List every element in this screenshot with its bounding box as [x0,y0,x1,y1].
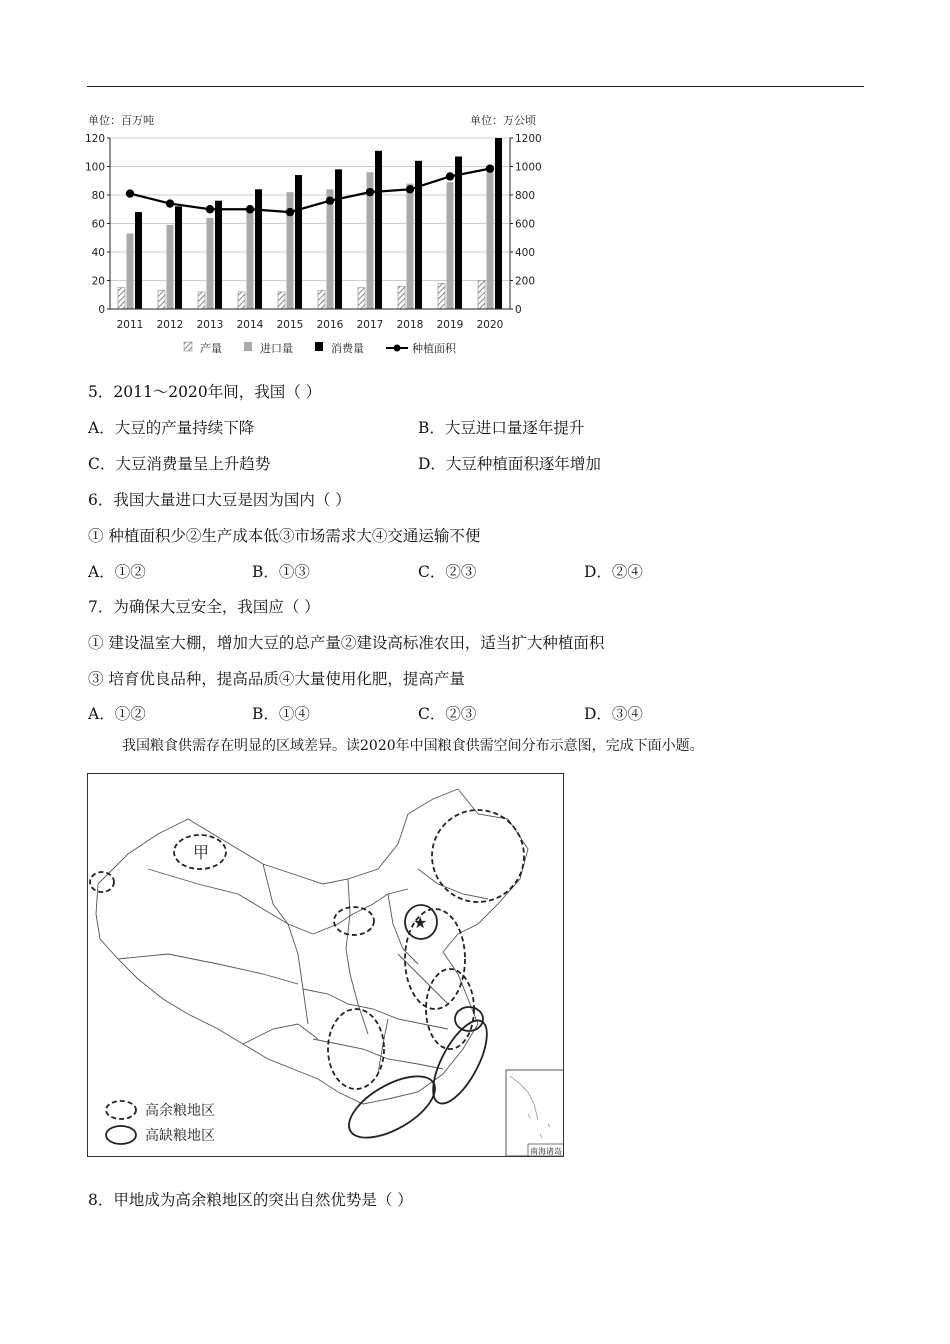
area-point [326,197,334,205]
bar-gray [207,218,214,309]
bar-gray [127,233,134,309]
surplus-zone-southwest [328,1009,384,1089]
bar-hatched [358,288,365,309]
bar-hatched [198,292,205,309]
left-tick-label: 20 [91,275,105,288]
shortage-zone-shanghai [455,1007,483,1031]
surplus-zone-west [90,872,114,892]
axis-labels [85,133,542,331]
area-point [246,205,254,213]
bar-hatched [158,290,165,309]
surplus-zone-northeast [432,810,524,902]
x-tick-label: 2018 [396,319,424,331]
right-tick-label: 1000 [515,161,542,174]
map-intro-text: 我国粮食供需存在明显的区域差异。读2020年中国粮食供需空间分布示意图，完成下面小题。 [122,738,704,754]
bar-hatched [278,292,285,309]
right-tick-label: 0 [515,304,522,316]
chart-svg [80,108,560,368]
bar-black [335,169,342,309]
shortage-zone-guangdong [339,1064,444,1150]
q5-stem: 5．2011～2020年间，我国（ ） [88,383,322,401]
q5-option-c: C．大豆消费量呈上升趋势 [88,455,271,473]
q6-option-a: A．①② [88,563,146,581]
q6-items: ① 种植面积少②生产成本低③市场需求大④交通运输不便 [88,527,481,545]
province-line [313,889,408,934]
left-tick-label: 100 [84,161,105,174]
region-label-jia: 甲 [193,843,210,862]
area-point [206,205,214,213]
q7-stem: 7．为确保大豆安全，我国应（ ） [88,598,320,616]
province-line [243,1024,318,1044]
x-tick-label: 2012 [156,319,184,331]
bar-black [215,201,222,309]
bar-black [455,157,462,309]
legend-swatch-gray [244,342,252,351]
q7-option-a: A．①② [88,705,146,723]
area-point [166,199,174,207]
right-tick-label: 600 [515,218,536,231]
province-line [303,989,448,1029]
q6-stem: 6．我国大量进口大豆是因为国内（ ） [88,491,351,509]
q8-stem: 8．甲地成为高余粮地区的突出自然优势是（ ） [88,1191,413,1209]
bar-hatched [478,281,485,310]
q6-option-b: B．①③ [252,563,310,581]
right-tick-label: 400 [515,247,536,259]
surplus-zone-inner-mongolia [334,907,374,935]
x-tick-label: 2013 [196,319,224,331]
area-point [406,185,414,193]
legend-label: 进口量 [260,342,293,355]
bar-hatched [118,288,125,309]
left-tick-label: 60 [91,218,105,231]
q7-items-line1: ① 建设温室大棚，增加大豆的总产量②建设高标准农田，适当扩大种植面积 [88,634,605,652]
province-line [118,954,298,984]
q7-option-c: C．②③ [418,705,477,723]
x-tick-label: 2019 [436,319,464,331]
q5-option-a: A．大豆的产量持续下降 [88,419,255,437]
area-line [130,169,490,212]
bar-black [175,206,182,309]
inset-label: 南海诸岛 [530,1147,562,1156]
legend-surplus-icon [106,1101,136,1119]
china-grain-map [87,773,564,1157]
bar-black [295,175,302,309]
bar-black [255,189,262,309]
legend-shortage-icon [106,1126,136,1144]
bar-hatched [438,283,445,309]
bar-black [495,138,502,309]
nanhai-inset-frame [506,1070,564,1156]
x-tick-label: 2017 [356,319,384,331]
bar-hatched [238,292,245,309]
area-point [366,188,374,196]
bar-black [415,161,422,309]
legend-line-marker [394,345,401,352]
bar-hatched [318,290,325,309]
legend-label: 种植面积 [412,342,456,355]
right-unit-label: 单位：万公顷 [470,114,536,127]
x-tick-label: 2011 [116,319,144,331]
q6-option-d: D．②④ [584,563,643,581]
legend-swatch-hatched [184,342,192,351]
x-tick-label: 2014 [236,319,264,331]
right-tick-label: 1200 [515,133,542,145]
area-point [126,189,134,197]
bar-black [135,212,142,309]
bar-gray [167,225,174,309]
x-tick-label: 2016 [316,319,344,331]
q5-option-d: D．大豆种植面积逐年增加 [418,455,601,473]
legend-label: 产量 [200,342,222,355]
left-unit-label: 单位：百万吨 [88,114,154,127]
province-line [313,1039,443,1069]
q7-option-d: D．③④ [584,705,643,723]
legend-swatch-black [315,342,323,351]
area-point [286,208,294,216]
x-tick-label: 2020 [476,319,504,331]
province-line [263,864,308,1024]
bar-gray [487,167,494,310]
left-tick-label: 40 [91,247,105,259]
bar-gray [407,184,414,309]
area-point [446,172,454,180]
left-tick-label: 80 [91,190,105,202]
q6-option-c: C．②③ [418,563,477,581]
header-rule [87,86,864,87]
soybean-chart [80,108,560,372]
bar-black [375,151,382,309]
q5-option-b: B．大豆进口量逐年提升 [418,419,585,437]
map-svg [88,774,564,1157]
right-tick-label: 800 [515,190,536,202]
capital-star-icon: ★ [413,913,428,932]
left-tick-label: 0 [98,304,105,316]
bar-hatched [398,286,405,309]
right-tick-label: 200 [515,275,536,288]
bar-gray [447,182,454,309]
legend-shortage-label: 高缺粮地区 [145,1128,215,1144]
q7-items-line2: ③ 培育优良品种，提高品质④大量使用化肥，提高产量 [88,670,465,688]
bar-gray [327,189,334,309]
chart-legend [184,341,457,355]
x-tick-label: 2015 [276,319,304,331]
left-tick-label: 120 [84,133,105,145]
q7-option-b: B．①④ [252,705,310,723]
bar-gray [247,208,254,309]
area-point [486,164,494,172]
legend-label: 消费量 [331,342,364,355]
legend-surplus-label: 高余粮地区 [145,1103,215,1119]
